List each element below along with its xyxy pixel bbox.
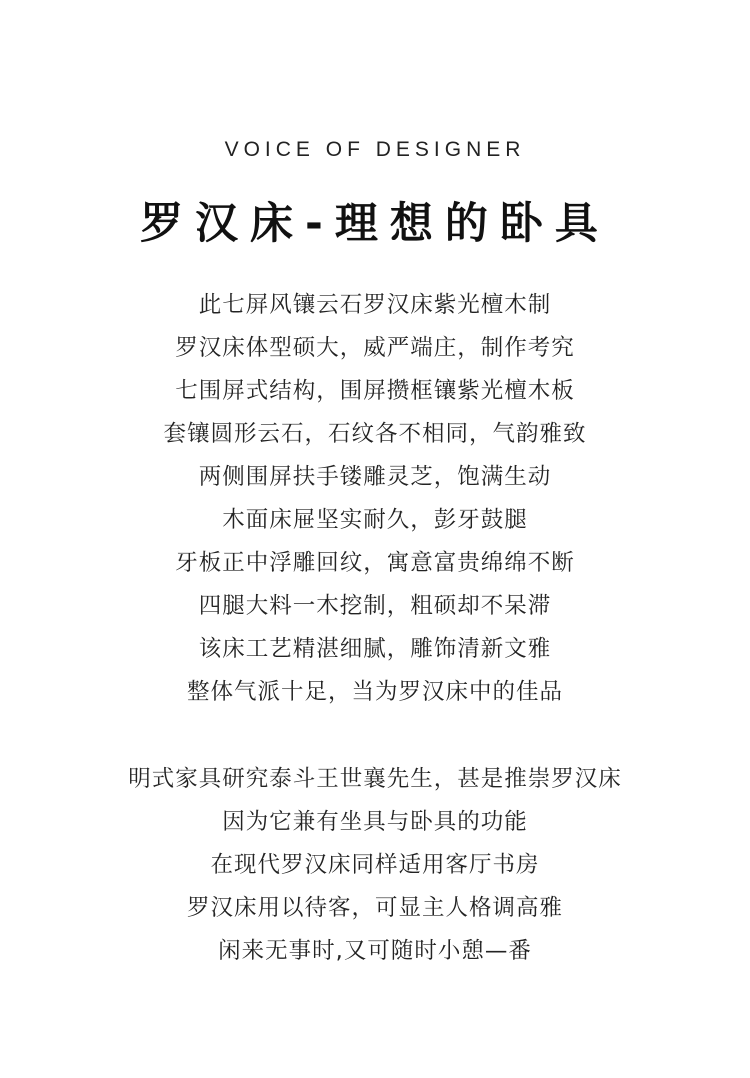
text-line: 四腿大料一木挖制，粗硕却不呆滞 xyxy=(198,593,552,619)
section-kicker: VOICE OF DESIGNER xyxy=(224,138,526,161)
text-line: 在现代罗汉床同样适用客厅书房 xyxy=(210,852,540,878)
text-line: 罗汉床用以待客，可显主人格调高雅 xyxy=(186,895,563,921)
text-line: 七围屏式结构，围屏攒框镶紫光檀木板 xyxy=(175,378,575,404)
text-line: 牙板正中浮雕回纹，寓意富贵绵绵不断 xyxy=(175,550,575,576)
text-line: 罗汉床体型硕大，威严端庄，制作考究 xyxy=(175,335,575,361)
text-line: 明式家具研究泰斗王世襄先生，甚是推崇罗汉床 xyxy=(128,766,622,792)
description-paragraph xyxy=(0,284,750,714)
text-line: 闲来无事时,又可随时小憩—番 xyxy=(218,938,532,964)
page-title: 罗汉床-理想的卧具 xyxy=(140,199,610,249)
text-line: 套镶圆形云石，石纹各不相同，气韵雅致 xyxy=(163,421,587,447)
text-line: 该床工艺精湛细腻，雕饰清新文雅 xyxy=(198,636,552,662)
text-line: 木面床屉坚实耐久，彭牙鼓腿 xyxy=(222,507,528,533)
text-line: 两侧围屏扶手镂雕灵芝，饱满生动 xyxy=(198,464,552,490)
text-line: 整体气派十足，当为罗汉床中的佳品 xyxy=(186,679,563,705)
usage-paragraph xyxy=(0,758,750,973)
text-line: 因为它兼有坐具与卧具的功能 xyxy=(222,809,528,835)
text-line: 此七屏风镶云石罗汉床紫光檀木制 xyxy=(198,292,552,318)
